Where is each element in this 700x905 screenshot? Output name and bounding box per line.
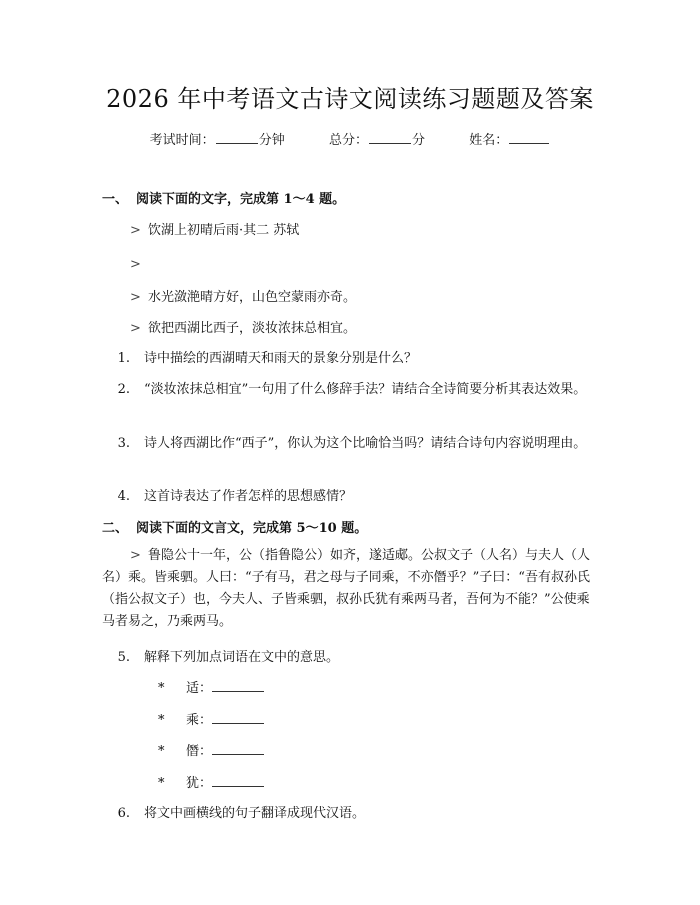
page-title: 2026 年中考语文古诗文阅读练习题题及答案 <box>106 85 594 113</box>
poem-line-text: 水光潋滟晴方好，山色空蒙雨亦奇。 <box>148 290 357 305</box>
question-number: 2. <box>117 382 130 397</box>
question-1 <box>102 348 602 370</box>
term-item <box>158 742 264 761</box>
name-field <box>469 131 550 150</box>
question-number: 1. <box>117 351 130 366</box>
classical-passage <box>102 545 602 633</box>
term-label: 乘： <box>186 713 213 728</box>
poem-title: 饮湖上初晴后雨·其二 苏轼 <box>148 223 300 238</box>
question-number: 3. <box>117 436 130 451</box>
section-2-number: 二、 <box>102 521 129 536</box>
time-field <box>150 131 285 150</box>
poem-title-line <box>130 222 299 240</box>
bullet-marker: * <box>158 713 165 728</box>
bullet-marker: * <box>158 776 165 791</box>
question-3 <box>102 433 602 455</box>
question-2 <box>102 379 602 401</box>
exam-meta <box>0 131 700 150</box>
quote-marker: > <box>130 548 141 563</box>
question-6 <box>102 803 602 825</box>
poem-line <box>130 320 356 338</box>
time-label: 考试时间： <box>149 133 215 148</box>
question-text: 解释下列加点词语在文中的意思。 <box>144 650 340 665</box>
score-label: 总分： <box>328 133 368 148</box>
question-text: 将文中画横线的句子翻译成现代汉语。 <box>144 806 366 821</box>
question-5 <box>102 647 602 669</box>
question-text: 这首诗表达了作者怎样的思想感情？ <box>144 489 353 504</box>
section-1-number: 一、 <box>102 192 129 207</box>
term-label: 僭： <box>186 744 213 759</box>
section-2-heading <box>102 520 367 538</box>
term-item <box>158 711 264 730</box>
poem-line <box>130 289 356 307</box>
name-blank[interactable] <box>509 131 549 144</box>
answer-blank[interactable] <box>212 742 264 755</box>
question-number: 6. <box>117 806 130 821</box>
quote-marker: > <box>130 257 141 272</box>
term-label: 犹： <box>186 776 213 791</box>
quote-marker: > <box>130 290 141 305</box>
question-number: 5. <box>117 650 130 665</box>
section-1-heading-text: 阅读下面的文字，完成第 1～4 题。 <box>136 192 346 207</box>
term-label: 适： <box>186 681 213 696</box>
question-number: 4. <box>117 489 130 504</box>
quote-marker: > <box>130 321 141 336</box>
section-1-heading <box>102 191 345 209</box>
name-label: 姓名： <box>469 133 509 148</box>
bullet-marker: * <box>158 681 165 696</box>
question-text: “淡妆浓抹总相宜”一句用了什么修辞手法？请结合全诗简要分析其表达效果。 <box>144 382 587 397</box>
score-unit: 分 <box>412 133 426 148</box>
quote-marker: > <box>130 223 141 238</box>
time-unit: 分钟 <box>258 133 285 148</box>
bullet-marker: * <box>158 744 165 759</box>
answer-blank[interactable] <box>212 679 264 692</box>
term-item <box>158 774 264 793</box>
question-4 <box>102 486 602 508</box>
section-2-heading-text: 阅读下面的文言文，完成第 5～10 题。 <box>136 521 368 536</box>
score-field <box>329 131 425 150</box>
answer-blank[interactable] <box>212 774 264 787</box>
poem-empty-line <box>130 256 148 274</box>
score-blank[interactable] <box>369 131 411 144</box>
poem-line-text: 欲把西湖比西子，淡妆浓抹总相宜。 <box>148 321 357 336</box>
answer-blank[interactable] <box>212 711 264 724</box>
passage-text: 鲁隐公十一年，公（指鲁隐公）如齐，遂适郕。公叔文子（人名）与夫人（人名）乘。皆乘驷。人曰：“子有马，君之母与子同乘，不亦僭乎？”子曰：“吾有叔孙氏（指公叔文子）也，今夫人、子皆乘驷，叔孙氏犹有乘两马者，吾何为不能？”公使乘马者易之，乃乘两马。 <box>102 548 591 629</box>
question-text: 诗中描绘的西湖晴天和雨天的景象分别是什么？ <box>144 351 418 366</box>
question-text: 诗人将西湖比作“西子”，你认为这个比喻恰当吗？请结合诗句内容说明理由。 <box>144 436 587 451</box>
time-blank[interactable] <box>216 131 258 144</box>
term-item <box>158 679 264 698</box>
